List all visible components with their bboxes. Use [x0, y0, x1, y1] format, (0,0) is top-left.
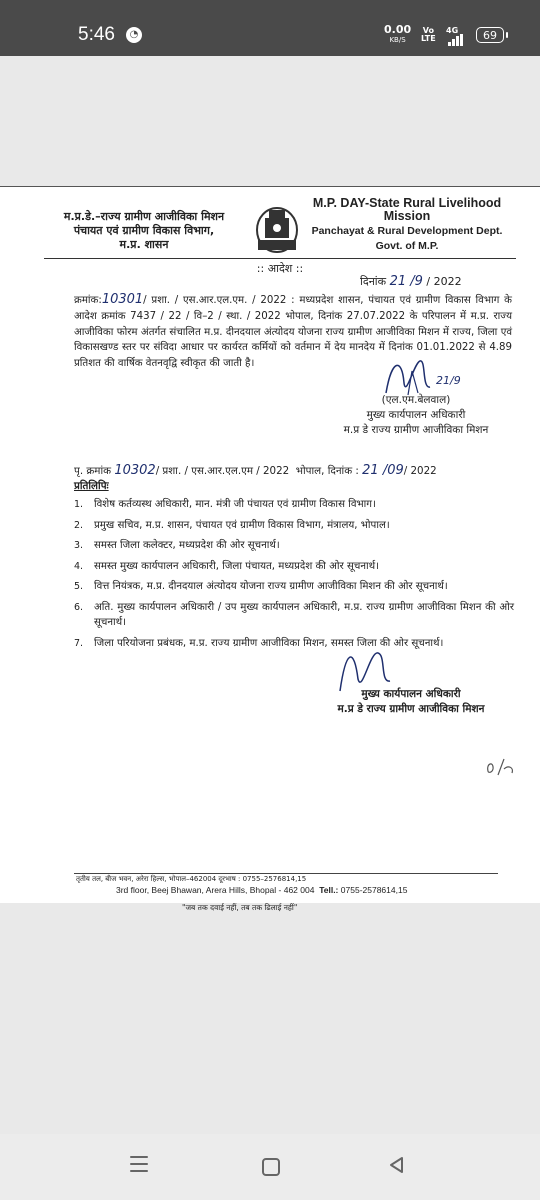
battery-level: 69 [483, 29, 497, 42]
signature-block-2 [308, 687, 514, 717]
order-body-text: / प्रशा. / एस.आर.एल.एम. / 2022 : मध्यप्रदेश शासन, पंचायत एवं ग्रामीण विकास विभाग के आदेश क्रमांक 7437 / 22 / वि–2 / स्था. / 2022 भोपाल, दिनांक 27.07.2022 के परिपालन में म.प्र. राज्य आजीविका फोरम अंतर्गत संचालित म.प्र. दीनदयाल अंत्योदय योजना राज्य ग्रामीण आजीविका मिशन में राज्य, जिला एवं विकासखण्ड स्तर पर संविदा आधार पर कार्यरत कर्मियों को वर्तमान में देय मानदेय में दिनांक 01.01.2022 से 4.89 प्रतिशत की वार्षिक वेतनवृद्वि स्वीकृत की जाती है। [74, 295, 512, 370]
signatory-title: मुख्य कार्यपालन अधिकारी [366, 409, 466, 421]
emblem-logo-icon [252, 202, 302, 256]
ref2-number-handwritten: 10302 [114, 463, 156, 478]
copy-list [74, 497, 514, 656]
home-icon[interactable] [262, 1158, 280, 1176]
ref2-text: / प्रशा. / एस.आर.एल.एम / 2022 [155, 465, 290, 477]
footer-address-text: 3rd floor, Beej Bhawan, Arera Hills, Bhopal - 462 004 [116, 885, 315, 895]
handwritten-mark-icon [484, 755, 516, 777]
sig2-title: मुख्य कार्यपालन अधिकारी [361, 688, 461, 700]
footer-divider [74, 873, 498, 874]
header-right-dept: Panchayat & Rural Development Dept. [311, 225, 503, 237]
list-item [74, 559, 514, 575]
header-right-govt: Govt. of M.P. [375, 240, 439, 252]
ref2-place: भोपाल, दिनांक : [295, 465, 359, 477]
header-left-line-2: पंचायत एवं ग्रामीण विकास विभाग, [73, 224, 215, 237]
signatory-name: (एल.एम.बेलवाल) [381, 394, 451, 406]
document-page [0, 186, 540, 912]
list-item-number: 6. [74, 601, 84, 613]
ref-number-handwritten: 10301 [101, 292, 144, 307]
footer-english-address [116, 885, 407, 895]
volte-bottom: LTE [421, 34, 436, 43]
list-item-number: 1. [74, 499, 84, 510]
list-item-text: जिला परियोजना प्रबंधक, म.प्र. राज्य ग्रामीण आजीविका मिशन, समस्त जिला की ओर सूचनार्थ। [94, 637, 444, 649]
copy-reference [74, 463, 514, 479]
volte-top: Vo [422, 26, 434, 35]
list-item-text: समस्त जिला कलेक्टर, मध्यप्रदेश की ओर सूचनार्थ। [94, 540, 280, 551]
network-speed-value: 0.00 [384, 23, 412, 36]
list-item-text: समस्त मुख्य कार्यपालन अधिकारी, जिला पंचायत, मध्यप्रदेश की ओर सूचनार्थ। [94, 560, 380, 572]
footer-tel: 0755-2578614,15 [340, 885, 408, 895]
ref-prefix: क्रमांक: [74, 295, 102, 306]
recents-menu-icon[interactable] [130, 1156, 148, 1172]
date-handwritten: 21 /9 [389, 274, 423, 289]
volte-indicator [421, 27, 436, 43]
list-item-text: विशेष कर्तव्यस्थ अधिकारी, मान. मंत्री जी पंचायत एवं ग्रामीण विकास विभाग। [94, 499, 376, 510]
list-item-number: 4. [74, 560, 84, 572]
network-type: 4G [446, 26, 459, 35]
order-date [360, 274, 462, 289]
header-right [306, 197, 508, 253]
header-right-title: M.P. DAY-State Rural Livelihood Mission [312, 196, 502, 223]
header-left-line-1: म.प्र.डे.–राज्य ग्रामीण आजीविका मिशन [63, 210, 225, 223]
list-item [74, 538, 514, 554]
signature-block-1 [318, 374, 514, 438]
sign-date-handwritten: 21/9 [436, 374, 461, 387]
list-item-number: 5. [74, 581, 84, 592]
header-divider [44, 258, 516, 259]
list-item [74, 518, 514, 534]
list-item [74, 497, 514, 513]
ref2-date-handwritten: 21 /09 [362, 463, 404, 478]
footer-hindi-address: तृतीय तल, बीज भवन, अरेरा हिल्स, भोपाल–462004 दूरभाष : 0755–2576814,15 [76, 875, 307, 883]
ref2-year: / 2022 [403, 465, 437, 477]
signal-icon [448, 34, 464, 46]
navigation-bar [0, 1134, 540, 1200]
signatory-name-row [318, 374, 514, 408]
list-item-number: 2. [74, 519, 84, 531]
footer-slogan: "जब तक दवाई नहीं, तब तक ढिलाई नहीं" [182, 903, 298, 912]
network-speed-unit: KB/S [389, 36, 406, 44]
list-item [74, 579, 514, 595]
list-item [74, 636, 514, 652]
list-item-text: अति. मुख्य कार्यपालन अधिकारी / उप मुख्य कार्यपालन अधिकारी, म.प्र. राज्य ग्रामीण आजीविका मिशन की ओर सूचनार्थ। [94, 601, 514, 628]
list-item-number: 3. [74, 540, 84, 551]
signatory-org: म.प्र डे राज्य ग्रामीण आजीविका मिशन [343, 424, 489, 436]
notification-icon: ◔ [126, 27, 142, 43]
ref2-prefix: पृ. क्रमांक [74, 465, 112, 477]
battery-icon [476, 27, 504, 43]
date-year: / 2022 [426, 275, 462, 288]
list-item-text: प्रमुख सचिव, म.प्र. शासन, पंचायत एवं ग्रामीण विकास विभाग, मंत्रालय, भोपाल। [94, 519, 390, 531]
list-item [74, 600, 514, 631]
status-bar [0, 0, 540, 56]
network-speed [384, 25, 411, 45]
header-left-line-3: म.प्र. शासन [119, 238, 169, 251]
date-label: दिनांक [360, 275, 387, 288]
back-icon[interactable] [388, 1156, 406, 1174]
order-title: :: आदेश :: [256, 262, 304, 275]
header-left [48, 210, 240, 252]
copy-label: प्रतिलिपिः [74, 480, 109, 492]
list-item-number: 7. [74, 637, 84, 649]
footer-tel-label: Tell.: [319, 885, 339, 895]
list-item-text: वित्त नियंत्रक, म.प्र. दीनदयाल अंत्योदय योजना राज्य ग्रामीण आजीविका मिशन की ओर सूचनार्थ। [94, 581, 448, 592]
sig2-org: म.प्र डे राज्य ग्रामीण आजीविका मिशन [337, 703, 485, 715]
status-time: 5:46 [78, 24, 115, 45]
